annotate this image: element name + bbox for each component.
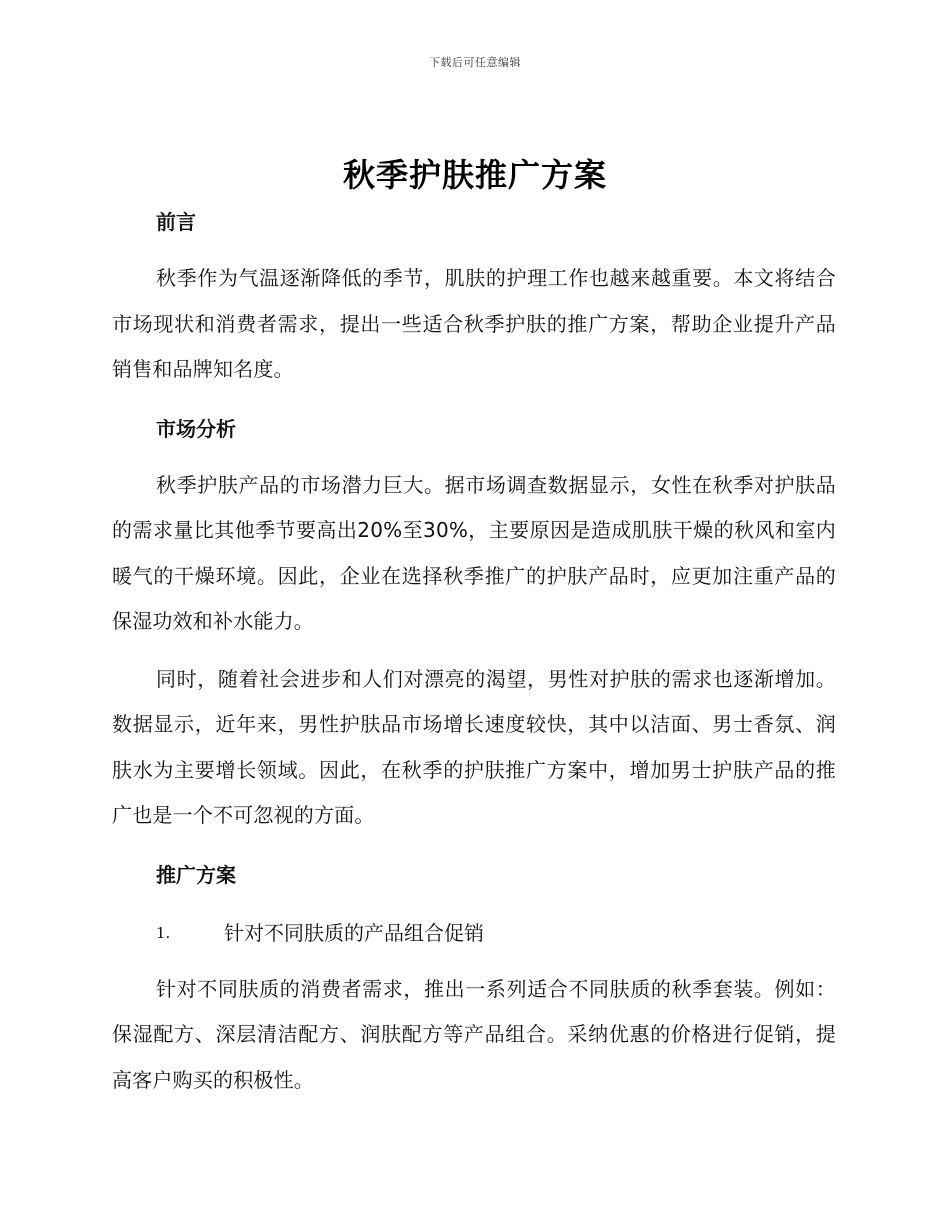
plan-item-body: 针对不同肤质的消费者需求，推出一系列适合不同肤质的秋季套装。例如：保湿配方、深层清洁配方、润肤配方等产品组合。采纳优惠的价格进行促销，提高客户购买的积极性。 — [112, 976, 836, 1092]
header-note: 下载后可任意编辑 — [429, 56, 521, 69]
intro-paragraph: 秋季作为气温逐渐降低的季节，肌肤的护理工作也越来越重要。本文将结合市场现状和消费者需求，提出一些适合秋季护肤的推广方案，帮助企业提升产品销售和品牌知名度。 — [112, 266, 836, 381]
section-heading-intro: 前言 — [156, 210, 196, 234]
plan-item — [112, 909, 836, 957]
section-heading-plan: 推广方案 — [156, 862, 236, 887]
document-body — [112, 198, 836, 1103]
plan-item-number: 1. — [156, 923, 171, 942]
market-paragraph-1: 秋季护肤产品的市场潜力巨大。据市场调查数据显示，女性在秋季对护肤品的需求量比其他季节要高出20%至30%，主要原因是造成肌肤干燥的秋风和室内暖气的干燥环境。因此，企业在选择秋季推广的护肤产品时，应更加注重产品的保湿功效和补水能力。 — [112, 472, 836, 633]
page-title: 秋季护肤推广方案 — [342, 156, 607, 194]
market-paragraph-2: 同时，随着社会进步和人们对漂亮的渴望，男性对护肤的需求也逐渐增加。数据显示，近年来，男性护肤品市场增长速度较快，其中以洁面、男士香氛、润肤水为主要增长领域。因此，在秋季的护肤推广方案中，增加男士护肤产品的推广也是一个不可忽视的方面。 — [112, 666, 836, 827]
plan-item-title: 针对不同肤质的产品组合促销 — [224, 920, 484, 945]
section-heading-market: 市场分析 — [156, 416, 236, 441]
